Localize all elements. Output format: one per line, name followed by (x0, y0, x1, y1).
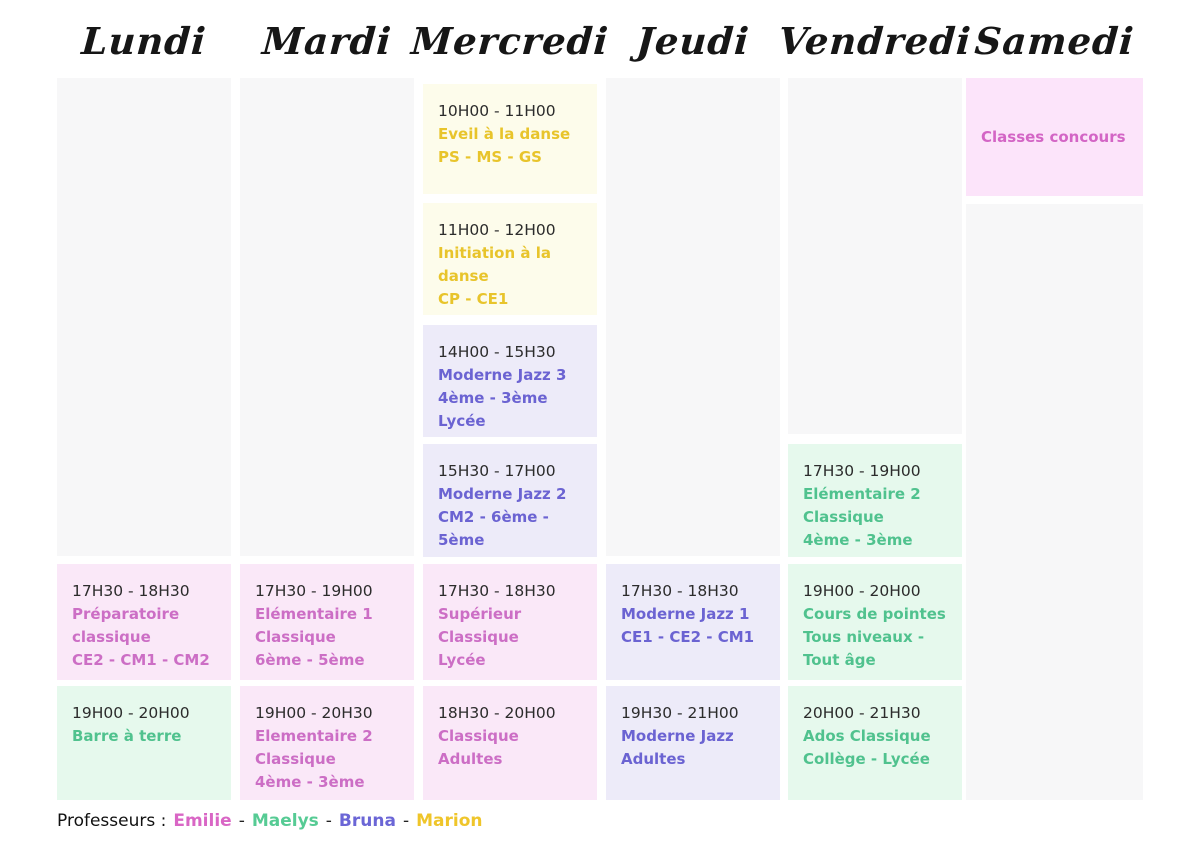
class-title-line: classique (72, 628, 151, 646)
day-header-mercredi: Mercredi (409, 19, 611, 63)
class-level-line: CE2 - CM1 - CM2 (72, 651, 210, 669)
class-block-moderne-jazz-1 (606, 564, 780, 680)
day-header-lundi: Lundi (80, 19, 208, 63)
empty-slot (606, 78, 780, 556)
teachers-label: Professeurs : (57, 811, 167, 831)
class-time: 17H30 - 18H30 (621, 582, 739, 600)
class-level-line: CP - CE1 (438, 290, 509, 308)
class-block-elementaire-1-classique (240, 564, 414, 680)
day-header-samedi: Samedi (973, 19, 1136, 63)
day-header-jeudi: Jeudi (635, 19, 751, 63)
class-time: 19H00 - 20H30 (255, 704, 373, 722)
class-time: 17H30 - 19H00 (803, 462, 921, 480)
class-title-line: Classique (803, 508, 884, 526)
class-title-line: Moderne Jazz 3 (438, 366, 567, 384)
day-column-vendredi (788, 78, 962, 800)
class-block-eveil-a-la-danse (423, 84, 597, 194)
class-block-classes-concours (966, 78, 1143, 196)
class-title-line: Classes concours (981, 127, 1126, 146)
teacher-name-maelys: Maelys (251, 811, 319, 831)
class-block-classique-adultes (423, 686, 597, 800)
class-time: 17H30 - 18H30 (438, 582, 556, 600)
class-title-line: Supérieur (438, 605, 522, 623)
class-time: 19H00 - 20H00 (72, 704, 190, 722)
class-level-line: Adultes (438, 750, 503, 768)
day-column-mardi (240, 78, 414, 800)
day-column-jeudi (606, 78, 780, 800)
class-title-line: Moderne Jazz (621, 727, 734, 745)
class-block-elementaire-2-classique-mardi (240, 686, 414, 800)
empty-slot (788, 78, 962, 434)
class-block-moderne-jazz-3 (423, 325, 597, 437)
class-title-line: Classique (438, 727, 519, 745)
teacher-separator: - (238, 811, 245, 831)
class-title-line: Elementaire 2 (255, 727, 373, 745)
class-level-line: 4ème - 3ème (438, 389, 548, 407)
class-title-line: Barre à terre (72, 727, 182, 745)
class-title-line: Eveil à la danse (438, 125, 571, 143)
class-block-superieur-classique (423, 564, 597, 680)
empty-slot (240, 78, 414, 556)
class-time: 10H00 - 11H00 (438, 102, 556, 120)
class-title-line: Classique (255, 750, 336, 768)
class-level-line: 5ème (438, 531, 485, 549)
class-time: 19H30 - 21H00 (621, 704, 739, 722)
class-title-line: Ados Classique (803, 727, 931, 745)
class-title-line: Moderne Jazz 2 (438, 485, 567, 503)
class-time: 15H30 - 17H00 (438, 462, 556, 480)
class-time: 14H00 - 15H30 (438, 343, 556, 361)
class-title-line: Préparatoire (72, 605, 180, 623)
day-header-mardi: Mardi (260, 19, 394, 63)
class-level-line: Tout âge (803, 651, 876, 669)
class-title-line: Moderne Jazz 1 (621, 605, 750, 623)
class-title-line: Initiation à la (438, 244, 551, 262)
day-column-lundi (57, 78, 231, 800)
class-level-line: PS - MS - GS (438, 148, 542, 166)
class-level-line: 6ème - 5ème (255, 651, 365, 669)
empty-slot (57, 78, 231, 556)
day-column-mercredi (423, 78, 597, 800)
class-level-line: 4ème - 3ème (803, 531, 913, 549)
class-time: 20H00 - 21H30 (803, 704, 921, 722)
class-level-line: Collège - Lycée (803, 750, 930, 768)
class-block-moderne-jazz-2 (423, 444, 597, 557)
class-title-line: Classique (438, 628, 519, 646)
class-title-line: Elémentaire 1 (255, 605, 373, 623)
teachers-legend (57, 811, 482, 831)
teacher-separator: - (402, 811, 410, 831)
class-title-line: Elémentaire 2 (803, 485, 921, 503)
class-level-line: Lycée (438, 651, 486, 669)
class-level-line: CE1 - CE2 - CM1 (621, 628, 755, 646)
teacher-separator: - (325, 811, 332, 831)
class-level-line: Tous niveaux - (803, 628, 925, 646)
class-block-cours-de-pointes (788, 564, 962, 680)
teacher-name-emilie: Emilie (173, 811, 232, 831)
class-level-line: CM2 - 6ème - (438, 508, 549, 526)
class-title-line: danse (438, 267, 489, 285)
class-level-line: 4ème - 3ème (255, 773, 365, 791)
teacher-name-bruna: Bruna (338, 811, 396, 831)
class-block-barre-a-terre (57, 686, 231, 800)
class-level-line: Lycée (438, 412, 486, 430)
class-title-line: Cours de pointes (803, 605, 946, 623)
day-column-samedi (966, 78, 1143, 800)
class-time: 17H30 - 18H30 (72, 582, 190, 600)
class-block-preparatoire-classique (57, 564, 231, 680)
teacher-name-marion: Marion (416, 811, 483, 831)
class-time: 18H30 - 20H00 (438, 704, 556, 722)
class-block-initiation-a-la-danse (423, 203, 597, 315)
class-time: 17H30 - 19H00 (255, 582, 373, 600)
class-block-moderne-jazz-adultes (606, 686, 780, 800)
class-time: 11H00 - 12H00 (438, 221, 556, 239)
class-time: 19H00 - 20H00 (803, 582, 921, 600)
class-title-line: Classique (255, 628, 336, 646)
empty-slot (966, 204, 1143, 800)
class-block-elementaire-2-classique-vendredi (788, 444, 962, 557)
class-block-ados-classique (788, 686, 962, 800)
day-header-vendredi: Vendredi (777, 19, 973, 63)
class-level-line: Adultes (621, 750, 686, 768)
